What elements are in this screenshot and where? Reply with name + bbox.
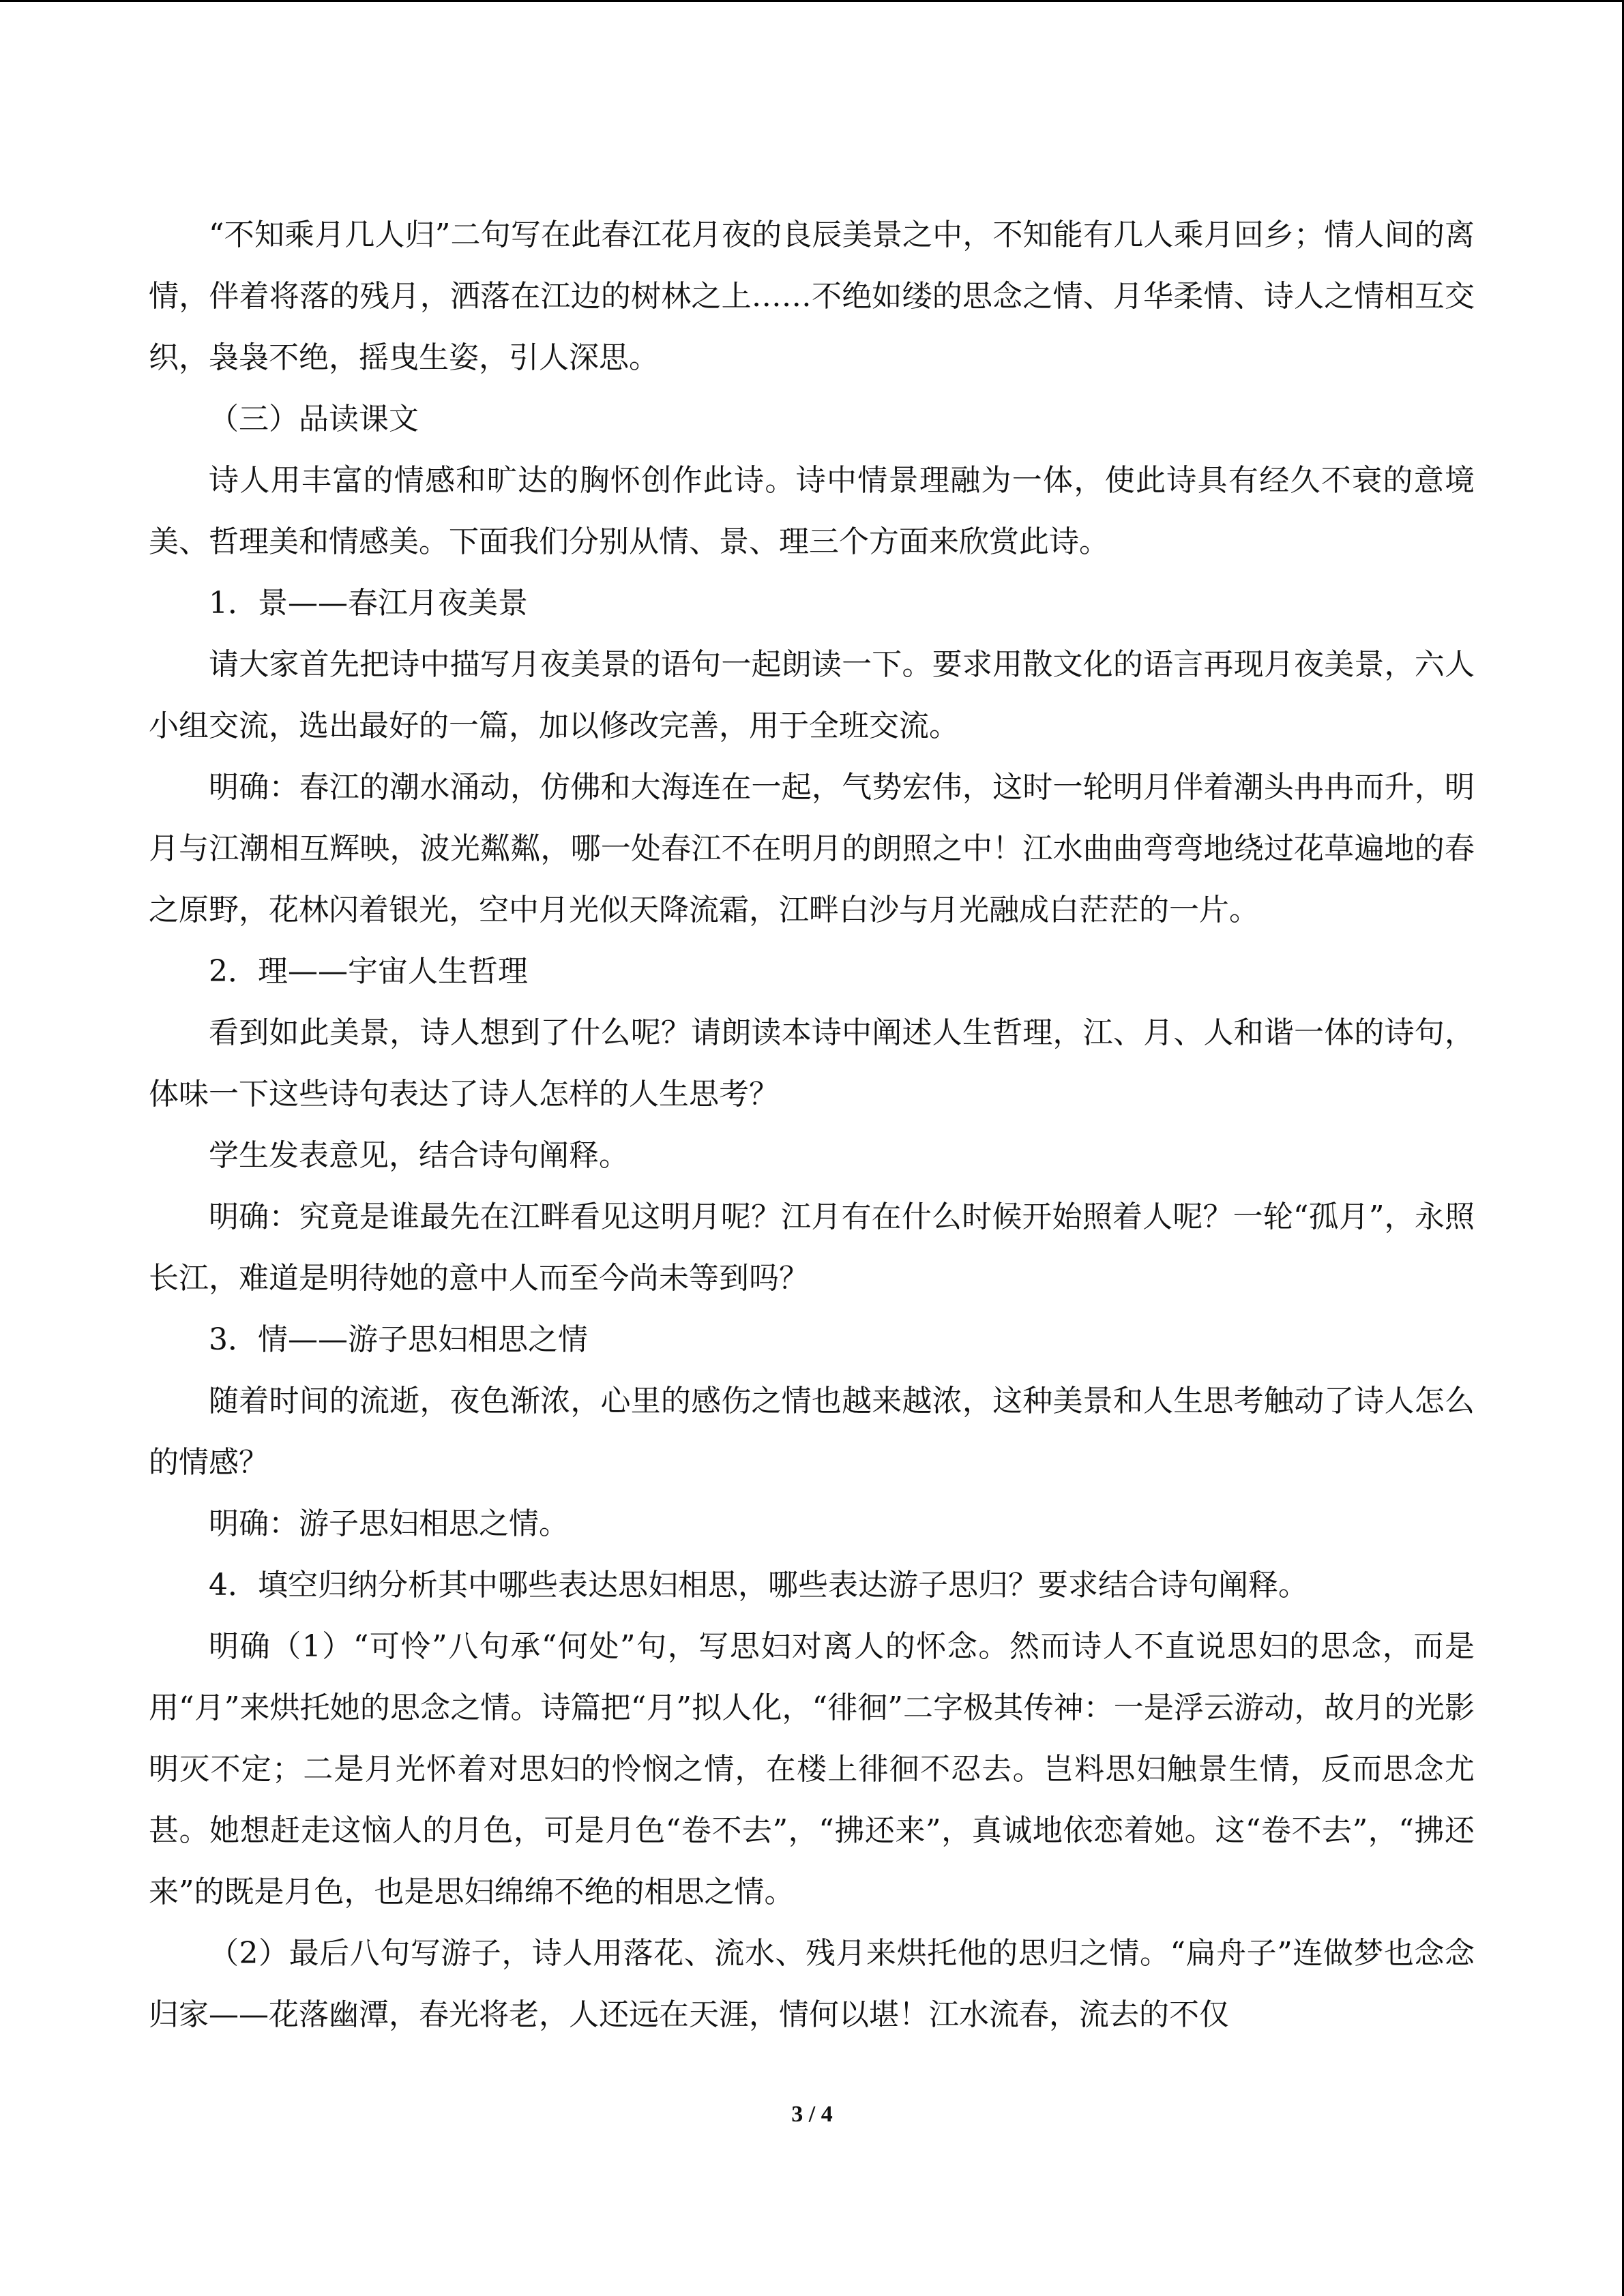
paragraph: 看到如此美景，诗人想到了什么呢？请朗读本诗中阐述人生哲理，江、月、人和谐一体的诗句，体味一下这些诗句表达了诗人怎样的人生思考？	[149, 1015, 1475, 1112]
subheading: 3．情——游子思妇相思之情	[209, 1322, 588, 1357]
paragraph: （2）最后八句写游子，诗人用落花、流水、残月来烘托他的思归之情。“扁舟子”连做梦也念念归家——花落幽潭，春光将老，人还远在天涯，情何以堪！江水流春，流去的不仅	[149, 1936, 1475, 2032]
page-number: 3 / 4	[791, 2102, 833, 2127]
paragraph: “不知乘月几人归”二句写在此春江花月夜的良辰美景之中，不知能有几人乘月回乡；情人间的离情，伴着将落的残月，洒落在江边的树林之上……不绝如缕的思念之情、月华柔情、诗人之情相互交织，袅袅不绝，摇曳生姿，引人深思。	[149, 218, 1475, 375]
paragraph: 请大家首先把诗中描写月夜美景的语句一起朗读一下。要求用散文化的语言再现月夜美景，六人小组交流，选出最好的一篇，加以修改完善，用于全班交流。	[149, 647, 1475, 743]
paragraph: 4．填空归纳分析其中哪些表达思妇相思，哪些表达游子思归？要求结合诗句阐释。	[209, 1568, 1308, 1602]
section-heading: （三）品读课文	[209, 402, 419, 436]
paragraph: 明确：春江的潮水涌动，仿佛和大海连在一起，气势宏伟，这时一轮明月伴着潮头冉冉而升，明月与江潮相互辉映，波光粼粼，哪一处春江不在明月的朗照之中！江水曲曲弯弯地绕过花草遍地的春之原野，花林闪着银光，空中月光似天降流霜，江畔白沙与月光融成白茫茫的一片。	[149, 770, 1475, 927]
paragraph: 学生发表意见，结合诗句阐释。	[209, 1138, 629, 1173]
paragraph: 诗人用丰富的情感和旷达的胸怀创作此诗。诗中情景理融为一体，使此诗具有经久不衰的意境美、哲理美和情感美。下面我们分别从情、景、理三个方面来欣赏此诗。	[149, 463, 1475, 559]
paragraph: 明确：究竟是谁最先在江畔看见这明月呢？江月有在什么时候开始照着人呢？一轮“孤月”，永照长江，难道是明待她的意中人而至今尚未等到吗？	[149, 1199, 1475, 1296]
paragraph: 明确：游子思妇相思之情。	[209, 1506, 569, 1541]
document-body	[149, 205, 1475, 2046]
subheading: 2．理——宇宙人生哲理	[209, 954, 528, 989]
subheading: 1．景——春江月夜美景	[209, 586, 528, 621]
paragraph: 明确（1）“可怜”八句承“何处”句，写思妇对离人的怀念。然而诗人不直说思妇的思念，而是用“月”来烘托她的思念之情。诗篇把“月”拟人化，“徘徊”二字极其传神：一是浮云游动，故月的光影明灭不定；二是月光怀着对思妇的怜悯之情，在楼上徘徊不忍去。岂料思妇触景生情，反而思念尤甚。她想赶走这恼人的月色，可是月色“卷不去”，“拂还来”，真诚地依恋着她。这“卷不去”，“拂还来”的既是月色，也是思妇绵绵不绝的相思之情。	[149, 1629, 1475, 1909]
paragraph: 随着时间的流逝，夜色渐浓，心里的感伤之情也越来越浓，这种美景和人生思考触动了诗人怎么的情感？	[149, 1384, 1475, 1480]
